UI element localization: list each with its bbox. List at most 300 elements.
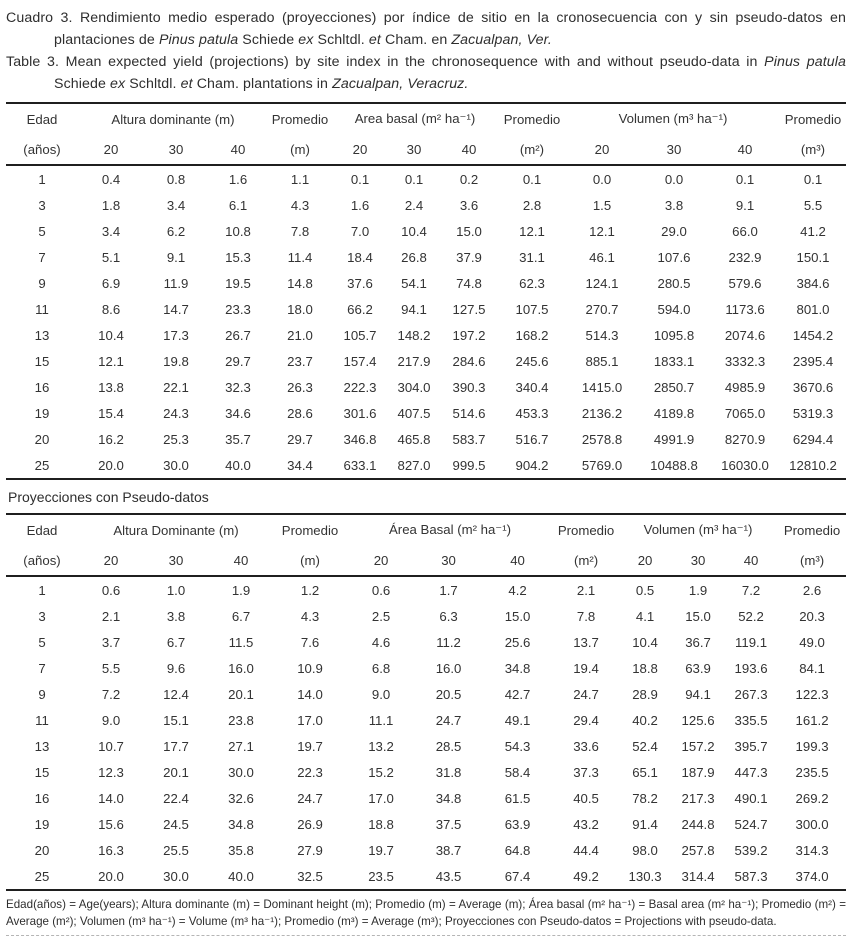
cell-promedio-m: 11.4 <box>287 249 313 265</box>
cell-promedio-m3: 199.3 <box>795 738 829 754</box>
column-group-header: Edad <box>26 111 58 127</box>
header-subrow <box>6 134 846 165</box>
column-group-header: Promedio <box>271 111 329 127</box>
cell-areabasal-40: 15.0 <box>456 223 482 239</box>
cell-volumen-30: 187.9 <box>681 764 715 780</box>
table-row <box>6 192 846 218</box>
cell-volumen-40: 16030.0 <box>721 457 769 473</box>
cell-areabasal-30: 31.8 <box>435 764 462 780</box>
table-row <box>6 322 846 348</box>
column-subheader: (m³) <box>799 552 825 568</box>
cell-altura-30: 0.8 <box>166 171 186 187</box>
cell-areabasal-40: 54.3 <box>504 738 531 754</box>
cell-edad: 9 <box>38 275 46 291</box>
cell-promedio-m3: 6294.4 <box>792 431 834 447</box>
cell-areabasal-30: 1.7 <box>439 582 458 598</box>
cell-edad: 20 <box>34 842 50 858</box>
cell-volumen-40: 3332.3 <box>724 353 766 369</box>
cell-promedio-m3: 41.2 <box>800 223 826 239</box>
cell-edad: 13 <box>34 738 50 754</box>
caption-text-segment: Table 3. Mean expected yield (projections) by site index in the chronosequence with and without pseudo-data in <box>6 54 765 70</box>
cell-promedio-m: 7.8 <box>290 223 310 239</box>
cell-areabasal-20: 18.4 <box>347 249 373 265</box>
cell-areabasal-20: 346.8 <box>343 431 377 447</box>
cell-promedio-m2: 516.7 <box>515 431 549 447</box>
cell-areabasal-40: 4.2 <box>508 582 527 598</box>
cell-volumen-30: 29.0 <box>661 223 687 239</box>
cell-altura-40: 11.5 <box>228 634 254 650</box>
column-subheader: 30 <box>168 552 184 568</box>
cell-volumen-40: 267.3 <box>734 686 768 702</box>
cell-promedio-m2: 43.2 <box>573 816 599 832</box>
cell-volumen-30: 280.5 <box>657 275 691 291</box>
cell-promedio-m2: 40.5 <box>573 790 599 806</box>
cell-edad: 20 <box>34 431 50 447</box>
cell-areabasal-30: 0.1 <box>404 171 424 187</box>
cell-areabasal-30: 148.2 <box>397 327 431 343</box>
cell-volumen-40: 335.5 <box>734 712 768 728</box>
cell-altura-30: 6.7 <box>166 634 186 650</box>
cell-promedio-m3: 3670.6 <box>792 379 834 395</box>
column-subheader: 20 <box>594 141 610 157</box>
cell-areabasal-40: 64.8 <box>504 842 531 858</box>
cell-volumen-30: 125.6 <box>681 712 715 728</box>
cell-areabasal-30: 217.9 <box>397 353 431 369</box>
cell-areabasal-20: 13.2 <box>368 738 394 754</box>
cell-areabasal-40: 34.8 <box>504 660 531 676</box>
cell-altura-20: 12.3 <box>98 764 124 780</box>
cell-volumen-30: 157.2 <box>681 738 715 754</box>
cell-promedio-m: 26.3 <box>287 379 313 395</box>
section-label-pseudodata: Proyecciones con Pseudo-datos <box>8 489 209 505</box>
cell-volumen-20: 12.1 <box>589 223 615 239</box>
cell-altura-30: 1.0 <box>166 582 186 598</box>
table-row <box>6 218 846 244</box>
cell-altura-20: 12.1 <box>98 353 124 369</box>
table-row <box>6 603 846 629</box>
cell-altura-30: 22.4 <box>163 790 189 806</box>
cell-volumen-40: 7.2 <box>741 582 761 598</box>
column-group-header: Área Basal (m² ha⁻¹) <box>389 522 512 537</box>
cell-volumen-30: 4991.9 <box>653 431 695 447</box>
cell-promedio-m2: 904.2 <box>515 457 549 473</box>
cell-areabasal-20: 301.6 <box>343 405 377 421</box>
table-row <box>6 655 846 681</box>
column-group-header: Area basal (m² ha⁻¹) <box>354 111 476 126</box>
cell-areabasal-40: 999.5 <box>452 457 486 473</box>
cell-altura-40: 26.7 <box>225 327 251 343</box>
cell-promedio-m3: 235.5 <box>795 764 829 780</box>
cell-promedio-m2: 37.3 <box>573 764 599 780</box>
cell-areabasal-40: 390.3 <box>452 379 486 395</box>
table-body <box>6 576 846 890</box>
cell-promedio-m3: 20.3 <box>799 608 825 624</box>
cell-volumen-20: 4.1 <box>635 608 655 624</box>
cell-promedio-m2: 31.1 <box>519 249 545 265</box>
cell-areabasal-20: 0.6 <box>371 582 391 598</box>
column-group-header: Promedio <box>503 111 561 127</box>
cell-volumen-40: 4985.9 <box>724 379 766 395</box>
cell-volumen-20: 124.1 <box>585 275 619 291</box>
cell-promedio-m3: 122.3 <box>795 686 829 702</box>
caption-text-segment: Schiede <box>238 31 299 48</box>
cell-areabasal-40: 0.2 <box>459 171 479 187</box>
cell-areabasal-40: 49.1 <box>504 712 531 728</box>
cell-altura-40: 35.7 <box>225 431 251 447</box>
cell-areabasal-20: 633.1 <box>343 457 377 473</box>
caption-text-segment: Zacualpan, Ver. <box>451 31 552 48</box>
cell-promedio-m: 21.0 <box>287 327 313 343</box>
cell-promedio-m: 27.9 <box>297 842 323 858</box>
column-subheader: 20 <box>373 552 389 568</box>
cell-altura-40: 27.1 <box>228 738 254 754</box>
column-subheader: 30 <box>168 141 184 157</box>
column-subheader: 40 <box>461 141 477 157</box>
cell-promedio-m: 14.8 <box>287 275 313 291</box>
cell-promedio-m2: 168.2 <box>515 327 549 343</box>
cell-altura-40: 6.1 <box>228 197 248 213</box>
cell-promedio-m3: 384.6 <box>796 275 830 291</box>
cell-altura-30: 3.8 <box>166 608 186 624</box>
column-subheader: (años) <box>23 552 61 568</box>
cell-altura-40: 29.7 <box>225 353 251 369</box>
cell-areabasal-40: 37.9 <box>456 249 482 265</box>
cell-promedio-m2: 49.2 <box>573 868 599 884</box>
cell-areabasal-30: 26.8 <box>401 249 427 265</box>
cell-areabasal-40: 15.0 <box>504 608 531 624</box>
cell-altura-40: 15.3 <box>225 249 251 265</box>
table-row <box>6 837 846 863</box>
cell-altura-30: 6.2 <box>166 223 186 239</box>
column-group-header: Promedio <box>557 522 615 538</box>
cell-promedio-m: 19.7 <box>297 738 323 754</box>
cell-areabasal-30: 10.4 <box>401 223 427 239</box>
cell-areabasal-40: 74.8 <box>456 275 482 291</box>
cell-altura-20: 3.4 <box>101 223 121 239</box>
table-row <box>6 400 846 426</box>
cell-volumen-20: 0.5 <box>635 582 655 598</box>
cell-edad: 9 <box>38 686 46 702</box>
cell-altura-20: 16.3 <box>98 842 124 858</box>
cell-altura-20: 13.8 <box>98 379 124 395</box>
caption-text-segment: Cuadro 3. Rendimiento medio esperado (proyecciones) por índice de sitio en la cronosecuencia con y sin pseudo-datos en plantaciones de <box>6 10 846 48</box>
cell-altura-30: 30.0 <box>163 868 189 884</box>
cell-volumen-40: 66.0 <box>732 223 758 239</box>
cell-areabasal-30: 2.4 <box>404 197 424 213</box>
cell-promedio-m: 29.7 <box>287 431 313 447</box>
column-group-header: Volumen (m³ ha⁻¹) <box>618 111 728 126</box>
cell-volumen-20: 65.1 <box>632 764 658 780</box>
cell-altura-40: 40.0 <box>228 868 254 884</box>
cell-promedio-m3: 49.0 <box>799 634 825 650</box>
cell-areabasal-40: 63.9 <box>504 816 531 832</box>
cell-promedio-m3: 12810.2 <box>789 457 837 473</box>
cell-volumen-40: 587.3 <box>734 868 768 884</box>
cell-altura-20: 9.0 <box>101 712 121 728</box>
cell-altura-30: 12.4 <box>163 686 189 702</box>
table-row <box>6 629 846 655</box>
cell-edad: 7 <box>38 660 46 676</box>
cell-volumen-40: 193.6 <box>734 660 768 676</box>
cell-altura-20: 0.4 <box>101 171 121 187</box>
cell-altura-30: 3.4 <box>166 197 186 213</box>
cell-areabasal-30: 94.1 <box>401 301 427 317</box>
cell-altura-20: 0.6 <box>101 582 121 598</box>
cell-altura-40: 40.0 <box>225 457 251 473</box>
cell-altura-40: 32.6 <box>228 790 254 806</box>
cell-areabasal-20: 2.5 <box>371 608 391 624</box>
table-row <box>6 296 846 322</box>
cell-altura-20: 6.9 <box>101 275 121 291</box>
cell-altura-20: 20.0 <box>98 868 124 884</box>
cell-volumen-20: 91.4 <box>632 816 658 832</box>
cell-volumen-20: 0.0 <box>592 171 612 187</box>
cell-altura-30: 9.6 <box>166 660 186 676</box>
cell-altura-30: 17.7 <box>163 738 189 754</box>
cell-altura-40: 19.5 <box>225 275 251 291</box>
cell-promedio-m: 1.1 <box>290 171 310 187</box>
cell-promedio-m3: 0.1 <box>803 171 823 187</box>
caption-spanish <box>6 8 846 51</box>
cell-promedio-m3: 2395.4 <box>792 353 834 369</box>
column-group-header: Promedio <box>281 522 339 538</box>
column-subheader: 20 <box>103 141 119 157</box>
cell-altura-20: 15.6 <box>98 816 124 832</box>
cell-promedio-m: 34.4 <box>287 457 313 473</box>
cell-areabasal-20: 37.6 <box>347 275 373 291</box>
cell-areabasal-30: 34.8 <box>435 790 462 806</box>
cell-volumen-20: 98.0 <box>632 842 658 858</box>
cell-areabasal-30: 827.0 <box>397 457 431 473</box>
column-group-header: Edad <box>26 522 58 538</box>
cell-promedio-m: 22.3 <box>297 764 323 780</box>
cell-promedio-m2: 29.4 <box>573 712 599 728</box>
column-subheader: 40 <box>230 141 246 157</box>
cell-volumen-30: 107.6 <box>657 249 691 265</box>
cell-promedio-m3: 374.0 <box>795 868 829 884</box>
cell-altura-40: 16.0 <box>228 660 254 676</box>
cell-volumen-40: 9.1 <box>735 197 755 213</box>
column-subheader: (m) <box>300 552 320 568</box>
header-subrow <box>6 545 846 576</box>
cell-promedio-m3: 314.3 <box>795 842 829 858</box>
cell-areabasal-30: 407.5 <box>397 405 431 421</box>
cell-altura-20: 5.5 <box>101 660 121 676</box>
cell-edad: 1 <box>38 171 46 187</box>
cell-promedio-m2: 7.8 <box>576 608 596 624</box>
table-row <box>6 244 846 270</box>
cell-areabasal-40: 58.4 <box>504 764 531 780</box>
cell-edad: 3 <box>38 197 46 213</box>
caption-text-segment: Cham. en <box>380 31 452 48</box>
cell-promedio-m: 18.0 <box>287 301 313 317</box>
cell-promedio-m: 7.6 <box>300 634 320 650</box>
cell-promedio-m3: 150.1 <box>796 249 830 265</box>
cell-volumen-40: 0.1 <box>735 171 755 187</box>
cell-volumen-30: 1.9 <box>688 582 708 598</box>
caption-text-segment: ex <box>298 31 314 48</box>
cell-promedio-m3: 161.2 <box>795 712 829 728</box>
cell-promedio-m3: 1454.2 <box>792 327 834 343</box>
column-subheader: 40 <box>737 141 753 157</box>
cell-volumen-20: 2578.8 <box>581 431 623 447</box>
cell-volumen-40: 232.9 <box>728 249 762 265</box>
cell-promedio-m2: 19.4 <box>573 660 599 676</box>
cell-volumen-30: 217.3 <box>681 790 715 806</box>
cell-volumen-30: 3.8 <box>664 197 684 213</box>
cell-edad: 19 <box>34 405 50 421</box>
cell-volumen-40: 579.6 <box>728 275 762 291</box>
cell-promedio-m3: 5.5 <box>803 197 823 213</box>
cell-altura-30: 19.8 <box>163 353 189 369</box>
cell-areabasal-20: 6.8 <box>371 660 391 676</box>
cell-areabasal-20: 7.0 <box>350 223 370 239</box>
cell-volumen-30: 1095.8 <box>653 327 695 343</box>
cell-areabasal-20: 157.4 <box>343 353 377 369</box>
cell-altura-40: 23.8 <box>228 712 254 728</box>
cell-volumen-40: 490.1 <box>734 790 768 806</box>
caption-text-segment: et <box>368 31 381 48</box>
cell-promedio-m2: 24.7 <box>573 686 599 702</box>
cell-areabasal-30: 38.7 <box>435 842 462 858</box>
cell-areabasal-40: 3.6 <box>459 197 479 213</box>
cell-promedio-m: 4.3 <box>300 608 320 624</box>
cell-areabasal-30: 54.1 <box>401 275 427 291</box>
footnote: Edad(años) = Age(years); Altura dominante (m) = Dominant height (m); Promedio (m) = Average (m); Área basal (m² ha⁻¹) = Basal area (m² ha⁻¹); Promedio (m²) = Average (m²); Volumen (m³ ha⁻¹) = Volume (m³ ha⁻¹); Promedio (m³) = Average (m³); Proyecciones con Pseudo-datos = Projections with pseudo-data. <box>6 897 846 936</box>
cell-altura-40: 32.3 <box>225 379 251 395</box>
cell-volumen-30: 314.4 <box>681 868 715 884</box>
yield-table-without-pseudodata <box>6 102 846 480</box>
cell-areabasal-30: 28.5 <box>435 738 462 754</box>
cell-altura-20: 3.7 <box>101 634 121 650</box>
cell-areabasal-20: 11.1 <box>368 712 394 728</box>
cell-altura-20: 10.4 <box>98 327 124 343</box>
table-row <box>6 165 846 192</box>
cell-volumen-40: 7065.0 <box>724 405 766 421</box>
cell-promedio-m: 17.0 <box>297 712 323 728</box>
cell-volumen-40: 1173.6 <box>725 301 765 317</box>
cell-areabasal-30: 24.7 <box>435 712 462 728</box>
cell-promedio-m: 1.2 <box>300 582 320 598</box>
cell-promedio-m2: 453.3 <box>515 405 549 421</box>
cell-altura-40: 1.6 <box>228 171 248 187</box>
cell-promedio-m3: 269.2 <box>795 790 829 806</box>
table-row <box>6 681 846 707</box>
cell-altura-30: 25.3 <box>163 431 189 447</box>
cell-volumen-30: 36.7 <box>685 634 711 650</box>
cell-promedio-m2: 13.7 <box>573 634 599 650</box>
yield-table-with-pseudodata <box>6 513 846 891</box>
cell-volumen-20: 28.9 <box>632 686 658 702</box>
cell-volumen-30: 10488.8 <box>650 457 698 473</box>
cell-edad: 13 <box>34 327 50 343</box>
cell-edad: 3 <box>38 608 46 624</box>
cell-promedio-m2: 33.6 <box>573 738 599 754</box>
cell-altura-30: 17.3 <box>163 327 189 343</box>
cell-areabasal-30: 43.5 <box>435 868 462 884</box>
column-subheader: 20 <box>103 552 119 568</box>
cell-edad: 11 <box>35 712 49 728</box>
header-group-row <box>6 514 846 545</box>
caption-text-segment: Cham. plantations in <box>192 75 333 92</box>
caption-text-segment: Zacualpan, Veracruz. <box>332 75 469 92</box>
table-row <box>6 863 846 890</box>
cell-areabasal-20: 9.0 <box>371 686 391 702</box>
cell-areabasal-20: 15.2 <box>368 764 394 780</box>
cell-promedio-m3: 801.0 <box>796 301 830 317</box>
cell-promedio-m: 26.9 <box>297 816 323 832</box>
column-subheader: 40 <box>743 552 759 568</box>
column-subheader: (m³) <box>800 141 826 157</box>
cell-altura-40: 10.8 <box>225 223 251 239</box>
cell-volumen-20: 270.7 <box>585 301 619 317</box>
cell-edad: 1 <box>38 582 46 598</box>
table-row <box>6 707 846 733</box>
cell-edad: 11 <box>35 301 49 317</box>
column-subheader: (m) <box>290 141 310 157</box>
table-row <box>6 270 846 296</box>
cell-altura-30: 9.1 <box>166 249 186 265</box>
cell-volumen-40: 52.2 <box>738 608 764 624</box>
cell-volumen-30: 244.8 <box>681 816 715 832</box>
cell-areabasal-40: 127.5 <box>452 301 486 317</box>
cell-volumen-40: 395.7 <box>734 738 768 754</box>
column-subheader: 30 <box>441 552 456 568</box>
column-subheader: 30 <box>690 552 706 568</box>
cell-promedio-m2: 44.4 <box>573 842 599 858</box>
cell-volumen-40: 119.1 <box>735 634 768 650</box>
cell-areabasal-20: 17.0 <box>368 790 394 806</box>
column-subheader: 40 <box>510 552 525 568</box>
cell-altura-30: 24.5 <box>163 816 189 832</box>
cell-altura-30: 11.9 <box>163 275 189 291</box>
column-subheader: 30 <box>406 141 422 157</box>
cell-altura-20: 1.8 <box>101 197 121 213</box>
caption-english <box>6 52 846 95</box>
column-group-header: Promedio <box>784 111 842 127</box>
cell-volumen-20: 885.1 <box>585 353 619 369</box>
cell-volumen-30: 94.1 <box>685 686 711 702</box>
cell-areabasal-30: 16.0 <box>435 660 462 676</box>
cell-altura-40: 6.7 <box>231 608 251 624</box>
cell-volumen-40: 524.7 <box>734 816 768 832</box>
column-subheader: 30 <box>666 141 682 157</box>
cell-areabasal-30: 11.2 <box>436 634 461 650</box>
cell-altura-30: 20.1 <box>163 764 189 780</box>
cell-promedio-m3: 300.0 <box>795 816 829 832</box>
cell-promedio-m: 10.9 <box>297 660 323 676</box>
column-group-header: Altura dominante (m) <box>111 111 235 127</box>
table-header <box>6 514 846 576</box>
cell-areabasal-40: 42.7 <box>504 686 531 702</box>
cell-altura-40: 1.9 <box>231 582 251 598</box>
cell-areabasal-20: 66.2 <box>347 301 373 317</box>
cell-altura-30: 30.0 <box>163 457 189 473</box>
cell-areabasal-20: 19.7 <box>368 842 394 858</box>
cell-volumen-20: 78.2 <box>632 790 658 806</box>
cell-areabasal-30: 37.5 <box>435 816 462 832</box>
caption-text-segment: ex <box>110 75 126 92</box>
caption-text-segment: Schltdl. <box>125 75 181 92</box>
cell-volumen-20: 514.3 <box>585 327 619 343</box>
cell-promedio-m: 32.5 <box>297 868 323 884</box>
cell-promedio-m2: 340.4 <box>515 379 549 395</box>
cell-promedio-m2: 62.3 <box>519 275 545 291</box>
cell-altura-40: 34.6 <box>225 405 251 421</box>
cell-areabasal-40: 61.5 <box>504 790 531 806</box>
cell-promedio-m3: 5319.3 <box>792 405 834 421</box>
cell-volumen-30: 63.9 <box>685 660 711 676</box>
